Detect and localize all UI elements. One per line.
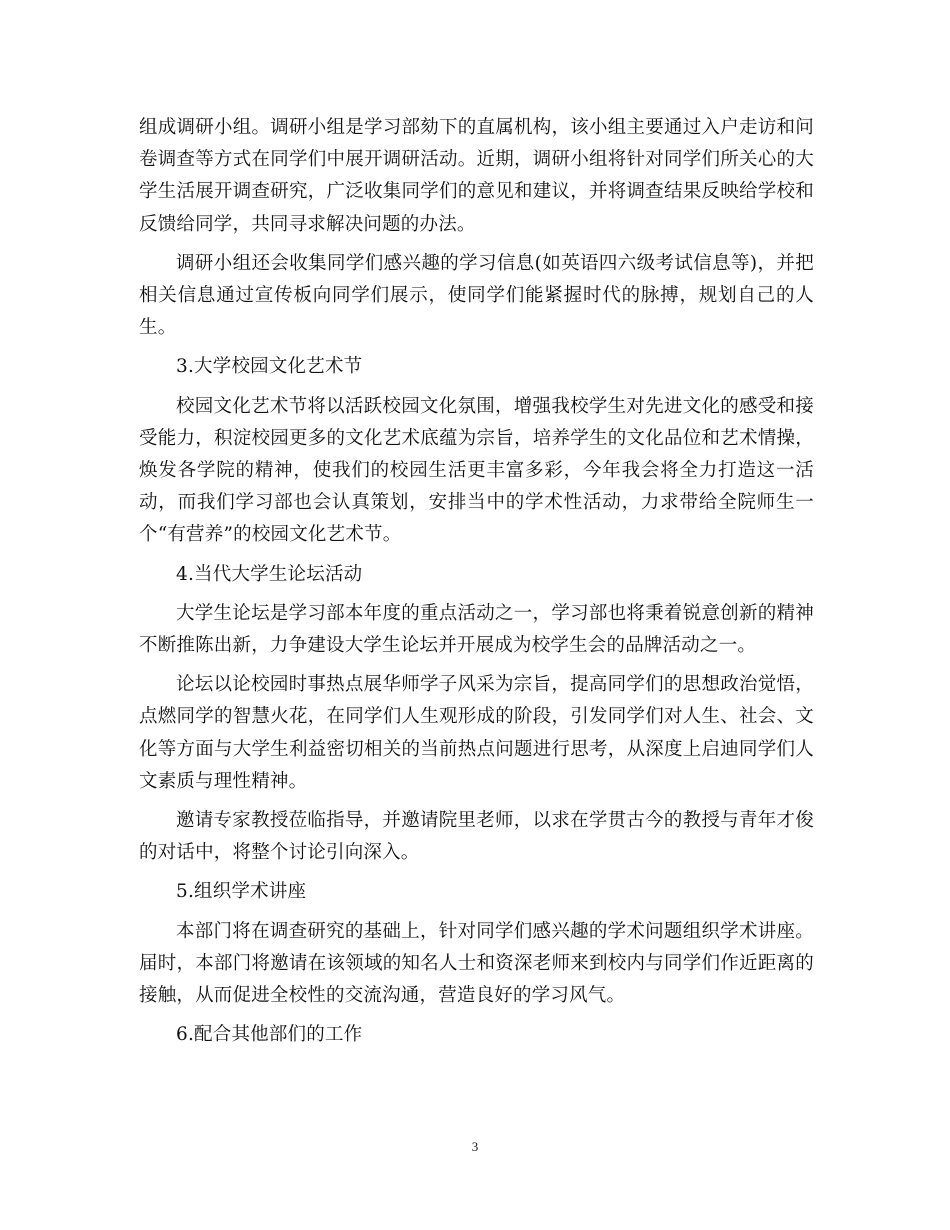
paragraph-research-team: 组成调研小组。调研小组是学习部劾下的直属机构，该小组主要通过入户走访和问卷调查等方式在同学们中展开调研活动。近期，调研小组将针对同学们所关心的大学生活展开调查研究，广泛收集同学们的意见和建议，并将调查结果反映给学校和反馈给同学，共同寻求解决问题的办法。 xyxy=(139,117,814,235)
paragraph-forum-experts: 邀请专家教授莅临指导，并邀请院里老师，以求在学贯古今的教授与青年才俊的对话中，将整个讨论引向深入。 xyxy=(139,810,814,864)
document-body xyxy=(139,112,814,1051)
section-heading-lectures: 5.组织学术讲座 xyxy=(176,881,307,903)
paragraph-study-info: 调研小组还会收集同学们感兴趣的学习信息(如英语四六级考试信息等)，并把相关信息通过宣传板向同学们展示，使同学们能紧握时代的脉搏，规划自己的人生。 xyxy=(139,252,814,339)
paragraph-arts-festival: 校园文化艺术节将以活跃校园文化氛围，增强我校学生对先进文化的感受和接受能力，积淀校园更多的文化艺术底蕴为宗旨，培养学生的文化品位和艺术情操，焕发各学院的精神，使我们的校园生活更丰富多彩，今年我会将全力打造这一活动，而我们学习部也会认真策划，安排当中的学术性活动，力求带给全院师生一个“有营养”的校园文化艺术节。 xyxy=(139,395,814,546)
section-heading-arts-festival: 3.大学校园文化艺术节 xyxy=(176,356,363,378)
paragraph-lectures: 本部门将在调查研究的基础上，针对同学们感兴趣的学术问题组织学术讲座。届时，本部门将邀请在该领域的知名人士和资深老师来到校内与同学们作近距离的接触，从而促进全校性的交流沟通，营造良好的学习风气。 xyxy=(139,920,814,1007)
paragraph-forum-purpose: 论坛以论校园时事热点展华师学子风采为宗旨，提高同学们的思想政治觉悟，点燃同学的智慧火花，在同学们人生观形成的阶段，引发同学们对人生、社会、文化等方面与大学生利益密切相关的当前热点问题进行思考，从深度上启迪同学们人文素质与理性精神。 xyxy=(139,674,814,792)
section-heading-student-forum: 4.当代大学生论坛活动 xyxy=(176,563,363,585)
paragraph-forum-intro: 大学生论坛是学习部本年度的重点活动之一，学习部也将秉着锐意创新的精神不断推陈出新，力争建设大学生论坛并开展成为校学生会的品牌活动之一。 xyxy=(139,602,814,657)
section-heading-cooperation: 6.配合其他部们的工作 xyxy=(176,1024,363,1046)
page-number: 3 xyxy=(471,1139,479,1154)
